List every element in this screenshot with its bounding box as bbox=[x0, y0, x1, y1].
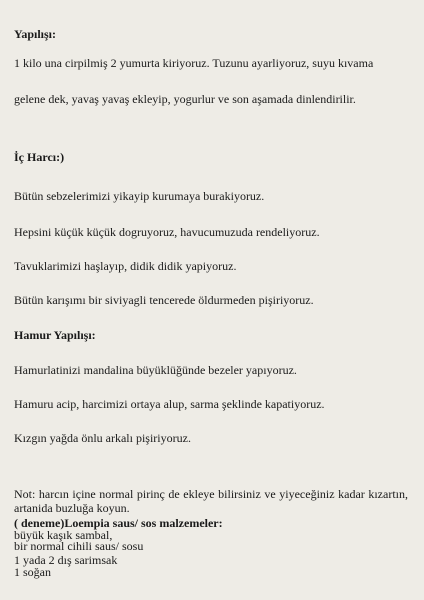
paragraph-line: Bütün sebzelerimizi yikayip kurumaya burakiyoruz. bbox=[14, 189, 265, 203]
recipe-note: Not: harcın içine normal pirinç de ekleye bilirsiniz ve yiyeceğiniz kadar kızartın, artanida buzluğa koyun. bbox=[14, 487, 408, 515]
ingredient-line: 1 soğan bbox=[14, 565, 51, 579]
section-heading-ic-harci: İç Harcı:) bbox=[14, 150, 65, 164]
paragraph-line: gelene dek, yavaş yavaş ekleyip, yogurlur ve son aşamada dinlendirilir. bbox=[14, 92, 356, 106]
paragraph-line: Bütün karışımı bir siviyagli tencerede öldurmeden pişiriyoruz. bbox=[14, 293, 314, 307]
section-heading-hamur-yapilisi: Hamur Yapılışı: bbox=[14, 328, 96, 342]
ingredient-line: 1 yada 2 dış sarimsak bbox=[14, 553, 118, 567]
paragraph-line: Kızgın yağda önlu arkalı pişiriyoruz. bbox=[14, 431, 191, 445]
ingredient-line: büyük kaşık sambal, bbox=[14, 528, 113, 542]
paragraph-line: Hamuru acip, harcimizi ortaya alup, sarma şeklinde kapatiyoruz. bbox=[14, 397, 325, 411]
ingredient-line: bir normal cihili saus/ sosu bbox=[14, 539, 144, 553]
paragraph-line: Hepsini küçük küçük dogruyoruz, havucumuzuda rendeliyoruz. bbox=[14, 225, 320, 239]
paragraph-line: Tavuklarimizi haşlayıp, didik didik yapiyoruz. bbox=[14, 259, 237, 273]
paragraph-line: 1 kilo una cirpilmiş 2 yumurta kiriyoruz. Tuzunu ayarliyoruz, suyu kıvama bbox=[14, 56, 374, 70]
section-heading-yapilisi: Yapılışı: bbox=[14, 27, 57, 41]
paragraph-line: Hamurlatinizi mandalina büyüklüğünde bezeler yapıyoruz. bbox=[14, 363, 297, 377]
section-heading-loempia-saus: ( deneme)Loempia saus/ sos malzemeler: bbox=[14, 516, 223, 530]
